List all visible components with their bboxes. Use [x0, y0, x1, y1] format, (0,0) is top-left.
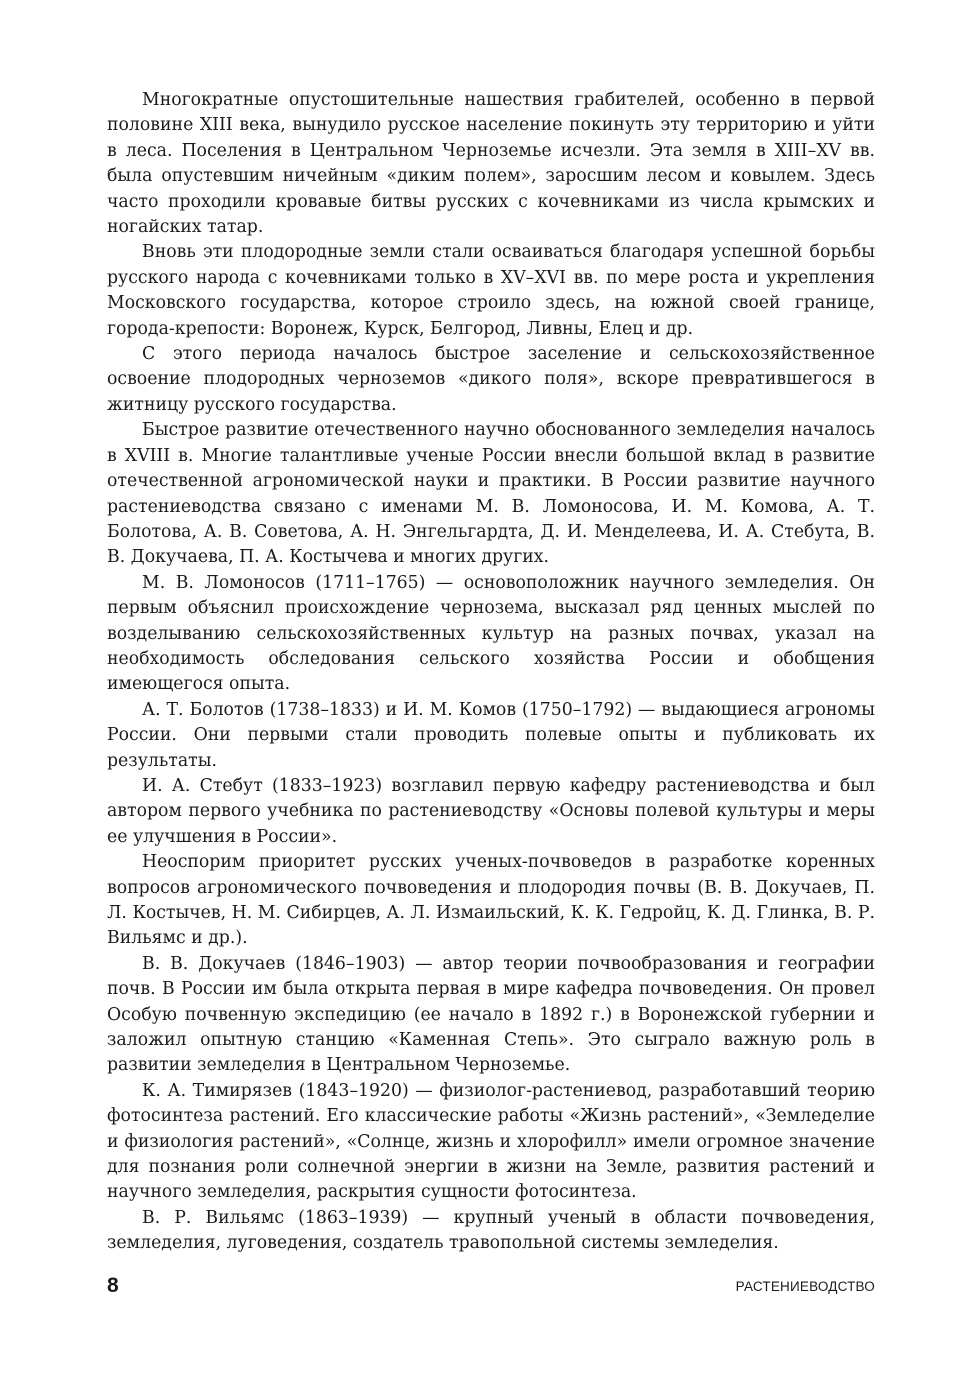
- body-text: [107, 88, 875, 1257]
- running-title: РАСТЕНИЕВОДСТВО: [735, 1279, 875, 1294]
- paragraph: С этого периода началось быстрое заселение и сельскохозяйственное освоение плодородных черноземов «дикого поля», вскоре превратившегося в житницу русского государства.: [107, 344, 875, 415]
- paragraph: Вновь эти плодородные земли стали осваиваться благодаря успешной борьбы русского народа с кочевниками только в XV–XVI вв. по мере роста и укрепления Московского государства, которое строило здесь, на южной своей границе, города-крепости: Воронеж, Курск, Белгород, Ливны, Елец и др.: [107, 242, 875, 339]
- paragraph: А. Т. Болотов (1738–1833) и И. М. Комов (1750–1792) — выдающиеся агрономы России. Они первыми стали проводить полевые опыты и публиковать их результаты.: [107, 699, 875, 771]
- paragraph: В. В. Докучаев (1846–1903) — автор теории почвообразования и географии почв. В России им была открыта первая в мире кафедра почвоведения. Он провел Особую почвенную экспедицию (ее начало в 1892 г.) в Воронежской губернии и заложил опытную станцию «Каменная Степь». Это сыграло важную роль в развитии земледелия в Центральном Черноземье.: [107, 953, 875, 1076]
- paragraph: И. А. Стебут (1833–1923) возглавил первую кафедру растениеводства и был автором первого учебника по растениеводству «Основы полевой культуры и меры ее улучшения в России».: [107, 775, 875, 847]
- paragraph: Неоспорим приоритет русских ученых-почвоведов в разработке коренных вопросов агрономического почвоведения и плодородия почвы (В. В. Докучаев, П. Л. Костычев, Н. М. Сибирцев, А. Л. Измаильский, К. К. Гедройц, К. Д. Глинка, В. Р. Вильямс и др.).: [107, 852, 875, 949]
- paragraph: М. В. Ломоносов (1711–1765) — основоположник научного земледелия. Он первым объяснил происхождение чернозема, высказал ряд ценных мыслей по возделыванию сельскохозяйственных культур на разных почвах, указал на необходимость обследования сельского хозяйства России и обобщения имеющегося опыта.: [107, 572, 875, 695]
- page-footer: [107, 1272, 875, 1300]
- page-number: 8: [107, 1274, 119, 1297]
- paragraph: Многократные опустошительные нашествия грабителей, особенно в первой половине XIII века, вынудило русское население покинуть эту территорию и уйти в леса. Поселения в Центральном Черноземье исчезли. Эта земля в XIII–XV вв. была опустевшим ничейным «диким полем», заросшим лесом и ковылем. Здесь часто проходили кровавые битвы русских с кочевниками из числа крымских и ногайских татар.: [107, 90, 875, 238]
- paragraph: В. Р. Вильямс (1863–1939) — крупный ученый в области почвоведения, земледелия, луговедения, создатель травопольной системы земледелия.: [107, 1207, 875, 1254]
- paragraph: Быстрое развитие отечественного научно обоснованного земледелия началось в XVIII в. Многие талантливые ученые России внесли большой вклад в развитие отечественной агрономической науки и практики. В России развитие научного растениеводства связано с именами М. В. Ломоносова, И. М. Комова, А. Т. Болотова, А. В. Советова, А. Н. Энгельгардта, Д. И. Менделеева, И. А. Стебута, В. В. Докучаева, П. А. Костычева и многих других.: [107, 420, 875, 568]
- paragraph: К. А. Тимирязев (1843–1920) — физиолог-растениевод, разработавший теорию фотосинтеза растений. Его классические работы «Жизнь растений», «Земледелие и физиология растений», «Солнце, жизнь и хлорофилл» имели огромное значение для познания роли солнечной энергии в жизни на Земле, развития растений и научного земледелия, раскрытия сущности фотосинтеза.: [107, 1080, 875, 1203]
